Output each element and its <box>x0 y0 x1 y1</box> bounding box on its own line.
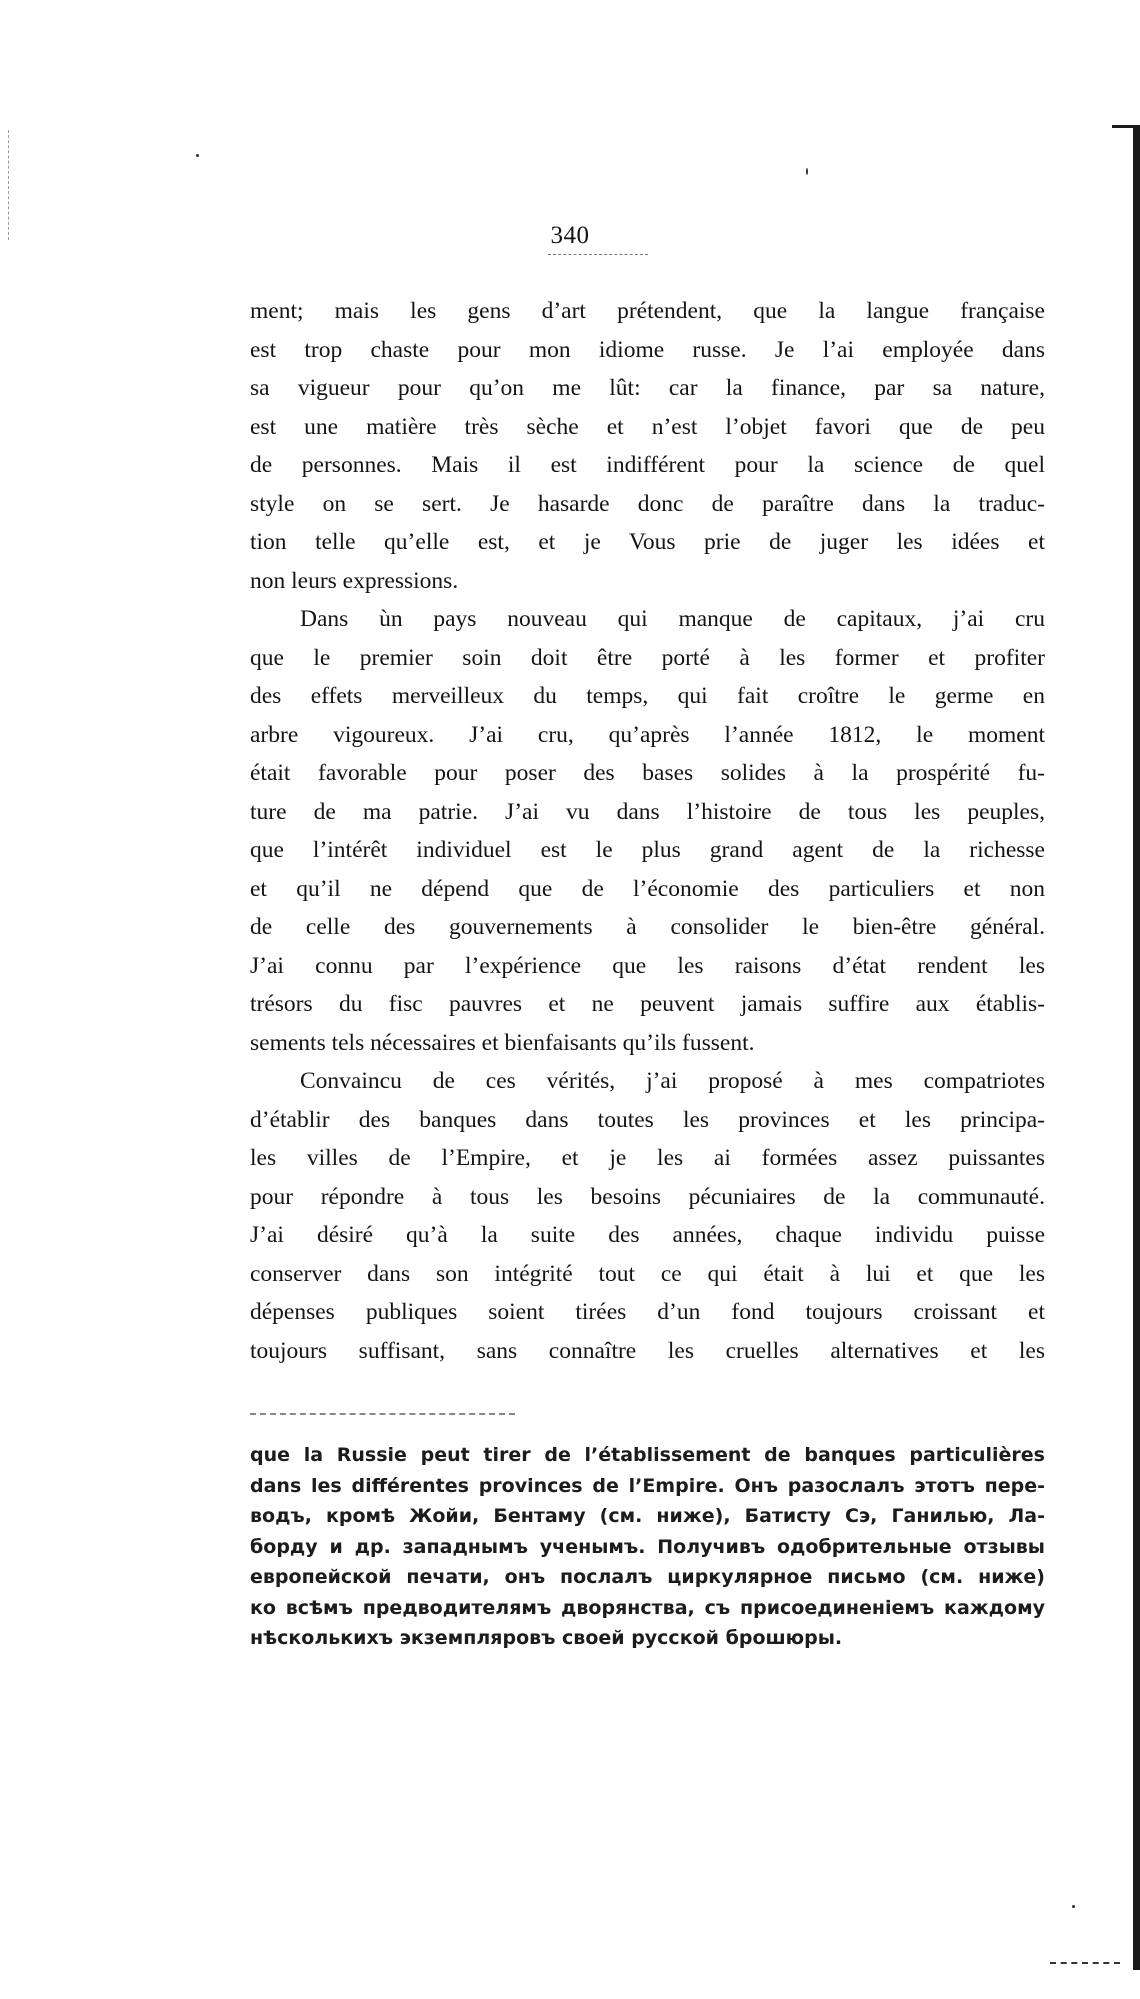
text-line: était favorable pour poser des bases solides à la prospérité fu- <box>250 760 1045 786</box>
text-line: style on se sert. Je hasarde donc de paraître dans la traduc- <box>250 490 1045 517</box>
page-number-rule <box>548 254 648 255</box>
scan-edge <box>1133 125 1140 1970</box>
footnote-line: que la Russie peut tirer de l’établissement de banques particulières <box>250 1444 1045 1466</box>
footnote-line: нѣсколькихъ экземпляровъ своей русской брошюры. <box>250 1627 843 1649</box>
text-line: Convaincu de ces vérités, j’ai proposé à mes compatriotes <box>300 1068 1045 1094</box>
text-line: sa vigueur pour qu’on me lût: car la finance, par sa nature, <box>250 375 1045 401</box>
text-line: et qu’il ne dépend que de l’économie des particuliers et non <box>250 875 1045 902</box>
scan-speck <box>806 168 808 175</box>
text-line: que l’intérêt individuel est le plus grand agent de la richesse <box>250 837 1045 863</box>
text-line: de personnes. Mais il est indifférent pour la science de quel <box>250 452 1045 478</box>
text-line: de celle des gouvernements à consolider le bien-être général. <box>250 914 1045 940</box>
text-line: d’établir des banques dans toutes les provinces et les principa- <box>250 1106 1045 1133</box>
text-line: que le premier soin doit être porté à les former et profiter <box>250 644 1045 671</box>
scan-speck <box>196 154 199 157</box>
main-text <box>250 292 1045 1370</box>
text-line: tion telle qu’elle est, et je Vous prie de juger les idées et <box>250 529 1045 555</box>
footnote-line: борду и др. западнымъ ученымъ. Получивъ одобрительные отзывы <box>250 1535 1045 1558</box>
scan-speck <box>1072 1905 1075 1908</box>
text-line: dépenses publiques soient tirées d’un fond toujours croissant et <box>250 1299 1045 1325</box>
text-line: est trop chaste pour mon idiome russe. Je l’ai employée dans <box>250 336 1045 363</box>
footnote-line: европейской печати, онъ послалъ циркулярное письмо (см. ниже) <box>250 1566 1045 1588</box>
footnote-line: dans les différentes provinces de l’Empire. Онъ разослалъ этотъ пере- <box>250 1474 1045 1497</box>
text-line: conserver dans son intégrité tout ce qui était à lui et que les <box>250 1260 1045 1287</box>
footnote-line: ко всѣмъ предводителямъ дворянства, съ присоединеніемъ каждому <box>250 1596 1045 1619</box>
scan-edge-top <box>1112 125 1140 128</box>
text-line: les villes de l’Empire, et je les ai formées assez puissantes <box>250 1145 1045 1171</box>
text-line: ment; mais les gens d’art prétendent, que la langue française <box>250 298 1045 324</box>
text-line: non leurs expressions. <box>250 567 459 594</box>
text-line: J’ai connu par l’expérience que les raisons d’état rendent les <box>250 952 1045 979</box>
text-line: toujours suffisant, sans connaître les cruelles alternatives et les <box>250 1337 1045 1364</box>
text-line: J’ai désiré qu’à la suite des années, chaque individu puisse <box>250 1222 1045 1248</box>
footnote-rule <box>250 1413 515 1415</box>
footnote <box>250 1440 1045 1654</box>
scan-bottom-marks <box>1050 1962 1120 1964</box>
text-line: est une matière très sèche et n’est l’objet favori que de peu <box>250 413 1045 440</box>
page-number: 340 <box>550 222 590 249</box>
footnote-line: водъ, кромѣ Жойи, Бентаму (см. ниже), Батисту Сэ, Ганилью, Ла- <box>250 1505 1045 1527</box>
text-line: pour répondre à tous les besoins pécuniaires de la communauté. <box>250 1183 1045 1210</box>
text-line: trésors du fisc pauvres et ne peuvent jamais suffire aux établis- <box>250 991 1045 1017</box>
text-line: ture de ma patrie. J’ai vu dans l’histoire de tous les peuples, <box>250 798 1045 825</box>
text-line: des effets merveilleux du temps, qui fait croître le germe en <box>250 683 1045 709</box>
text-line: Dans ùn pays nouveau qui manque de capitaux, j’ai cru <box>300 606 1045 632</box>
text-line: sements tels nécessaires et bienfaisants qu’ils fussent. <box>250 1029 755 1056</box>
text-line: arbre vigoureux. J’ai cru, qu’après l’année 1812, le moment <box>250 721 1045 748</box>
